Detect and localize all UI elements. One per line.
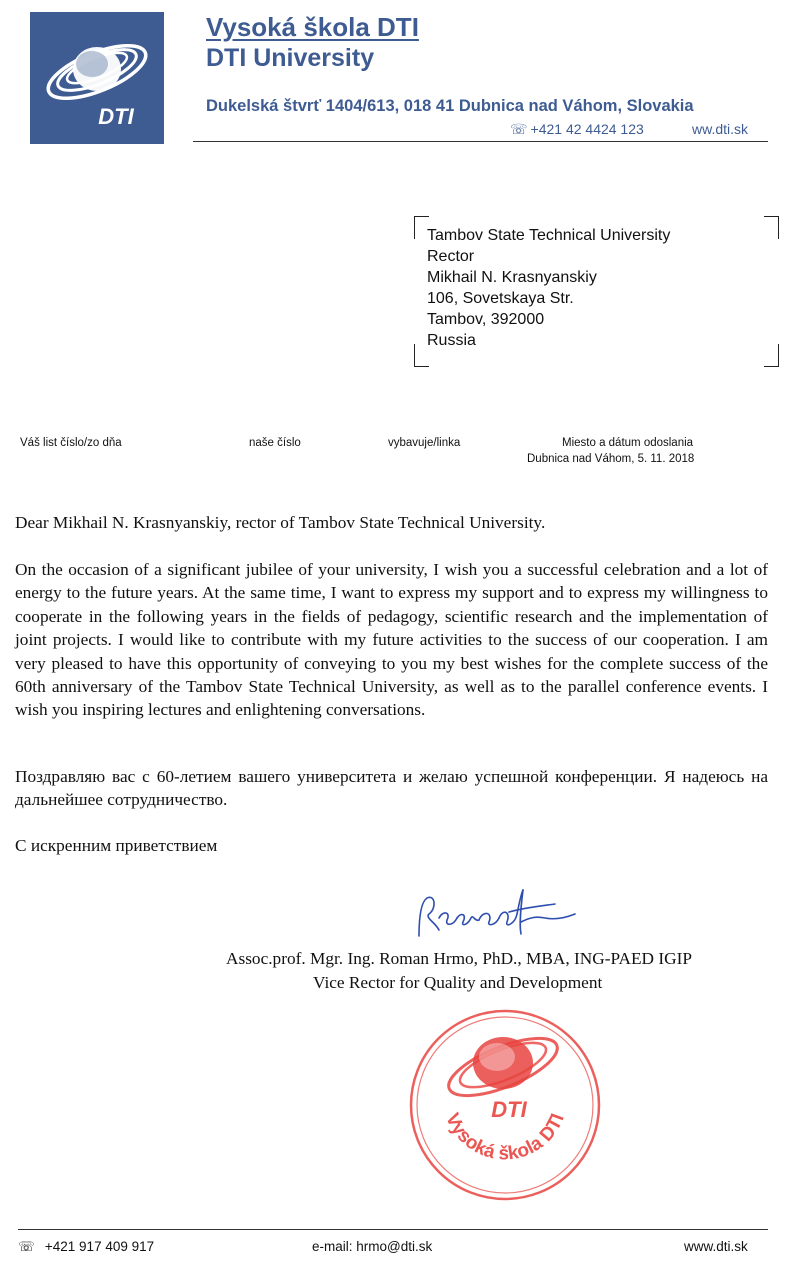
address-bracket-bottom-right	[764, 344, 779, 367]
stamp-ring-path-text: Vysoká škola DTI	[441, 1110, 569, 1165]
header-phone-number: +421 42 4424 123	[530, 121, 644, 137]
letter-greeting: Dear Mikhail N. Krasnyanskiy, rector of Tambov State Technical University.	[15, 513, 546, 532]
university-stamp	[405, 1005, 605, 1210]
signer-name: Assoc.prof. Mgr. Ing. Roman Hrmo, PhD., MBA, ING-PAED IGIP	[226, 949, 692, 968]
header-divider	[193, 141, 768, 142]
ref-place-date: Dubnica nad Váhom, 5. 11. 2018	[527, 453, 695, 465]
address-bracket-top-right	[764, 216, 779, 239]
footer-phone-number: +421 917 409 917	[44, 1239, 155, 1254]
signer-title: Vice Rector for Quality and Development	[313, 973, 603, 992]
stamp-logo-text: DTI	[491, 1097, 527, 1122]
dti-logo	[30, 12, 164, 144]
recipient-line: Tambov, 392000	[427, 311, 545, 328]
university-name-en: DTI University	[206, 44, 375, 72]
header-phone	[510, 121, 644, 138]
footer-email: e-mail: hrmo@dti.sk	[312, 1239, 433, 1254]
letter-closing: С искренним приветствием	[15, 836, 218, 855]
recipient-line: Russia	[427, 332, 476, 349]
footer-divider	[18, 1229, 768, 1230]
letter-paragraph-2: Поздравляю вас с 60-летием вашего университета и желаю успешной конференции. Я надеюсь на дальнейшее сотрудничество.	[15, 767, 768, 810]
recipient-address	[427, 225, 670, 351]
footer-phone	[18, 1239, 154, 1255]
header-website: ww.dti.sk	[692, 121, 749, 137]
ref-our-number: naše číslo	[249, 437, 301, 449]
handwritten-signature	[405, 878, 580, 955]
university-name-sk: Vysoká škola DTI	[206, 12, 419, 42]
letter-paragraph-1: On the occasion of a significant jubilee of your university, I wish you a successful celebration and a lot of energy to the future years. At the same time, I want to express my support and to express my willingness to cooperate in the following years in the fields of pedagogy, scientific research and the implementation of joint projects. I would like to contribute with my future activities to the success of our cooperation. I am very pleased to have this opportunity of conveying to you my best wishes for the complete success of the 60th anniversary of the Tambov State Technical University, as well as to the parallel conference events. I wish you inspiring lectures and enlightening conversations.	[15, 560, 768, 720]
recipient-line: Tambov State Technical University	[427, 227, 671, 244]
recipient-line: 106, Sovetskaya Str.	[427, 290, 574, 307]
ref-handled-by: vybavuje/linka	[388, 437, 461, 449]
university-address: Dukelská štvrť 1404/613, 018 41 Dubnica nad Váhom, Slovakia	[206, 97, 694, 115]
recipient-line: Rector	[427, 248, 475, 265]
ref-your-letter: Váš list číslo/zo dňa	[20, 437, 122, 449]
recipient-line: Mikhail N. Krasnyanskiy	[427, 269, 597, 286]
telephone-icon: ☏	[510, 121, 528, 137]
footer-website: www.dti.sk	[684, 1239, 748, 1254]
logo-text: DTI	[98, 104, 134, 129]
telephone-icon: ☏	[18, 1239, 35, 1254]
ref-place-date-label: Miesto a dátum odoslania	[562, 437, 694, 449]
